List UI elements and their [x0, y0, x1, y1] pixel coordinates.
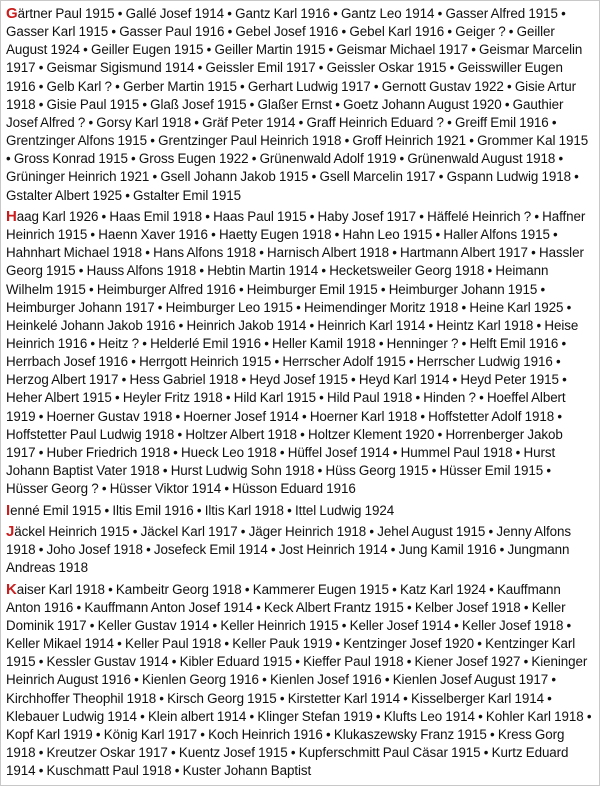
name-list: [6, 5, 594, 784]
section-initial: K: [6, 580, 17, 598]
section-names: enné Emil 1915 • Iltis Emil 1916 • Iltis Karl 1918 • Ittel Ludwig 1924: [10, 502, 395, 518]
section-names: äckel Heinrich 1915 • Jäckel Karl 1917 • Jäger Heinrich 1918 • Jehel August 1915 • Jenny Alfons 1918 • Joho Josef 1918 • Josefeck Emil 1914 • Jost Heinrich 1914 • Jung Kamil 1916 • Jungmann Andreas 1918: [6, 523, 571, 576]
section-initial: G: [6, 5, 18, 22]
section-names: aag Karl 1926 • Haas Emil 1918 • Haas Paul 1915 • Haby Josef 1917 • Häffelé Heinrich ? • Haffner Heinrich 1915 • Haenn Xaver 1916 • Haetty Eugen 1918 • Hahn Leo 1915 • Haller Alfons 1915 • Hahnhart Michael 1918 • Hans Alfons 1918 • Harnisch Albert 1918 • Hartmann Albert 1917 • Hassler Georg 1915 • Hauss Alfons 1918 • Hebtin Martin 1914 • Hecketsweiler Georg 1918 • Heimann Wilhelm 1915 • Heimburger Alfred 1916 • Heimburger Emil 1915 • Heimburger Johann 1915 • Heimburger Johann 1917 • Heimburger Leo 1915 • Heimendinger Moritz 1918 • Heine Karl 1925 • Heinkelé Johann Jakob 1916 • Heinrich Jakob 1914 • Heinrich Karl 1914 • Heintz Karl 1918 • Heise Heinrich 1916 • Heitz ? • Helderlé Emil 1916 • Heller Kamil 1918 • Henninger ? • Helft Emil 1916 • Herrbach Josef 1916 • Herrgott Heinrich 1915 • Herrscher Adolf 1915 • Herrscher Ludwig 1916 • Herzog Albert 1917 • Hess Gabriel 1918 • Heyd Josef 1915 • Heyd Karl 1914 • Heyd Peter 1915 • Heher Albert 1915 • Heyler Fritz 1918 • Hild Karl 1915 • Hild Paul 1918 • Hinden ? • Hoeffel Albert 1919 • Hoerner Gustav 1918 • Hoerner Josef 1914 • Hoerner Karl 1918 • Hoffstetter Adolf 1918 • Hoffstetter Paul Ludwig 1918 • Holtzer Albert 1918 • Holtzer Klement 1920 • Horrenberger Jakob 1917 • Huber Friedrich 1918 • Hueck Leo 1918 • Hüffel Josef 1914 • Hummel Paul 1918 • Hurst Johann Baptist Vater 1918 • Hurst Ludwig Sohn 1918 • Hüss Georg 1915 • Hüsser Emil 1915 • Hüsser Georg ? • Hüsser Viktor 1914 • Hüsson Eduard 1916: [6, 208, 586, 497]
section-k: [6, 581, 594, 781]
section-initial: H: [6, 207, 17, 225]
section-names: aiser Karl 1918 • Kambeitr Georg 1918 • Kammerer Eugen 1915 • Katz Karl 1924 • Kauffmann Anton 1916 • Kauffmann Anton Josef 1914 • Keck Albert Frantz 1915 • Kelber Josef 1918 • Keller Dominik 1917 • Keller Gustav 1914 • Keller Heinrich 1915 • Keller Josef 1914 • Keller Josef 1918 • Keller Mikael 1914 • Keller Paul 1918 • Keller Pauk 1919 • Kentzinger Josef 1920 • Kentzinger Karl 1915 • Kessler Gustav 1914 • Kibler Eduard 1915 • Kieffer Paul 1918 • Kiener Josef 1927 • Kieninger Heinrich August 1916 • Kienlen Georg 1916 • Kienlen Josef 1916 • Kienlen Josef August 1917 • Kirchhoffer Theophil 1918 • Kirsch Georg 1915 • Kirstetter Karl 1914 • Kisselberger Karl 1914 • Klebauer Ludwig 1914 • Klein albert 1914 • Klinger Stefan 1919 • Klufts Leo 1914 • Kohler Karl 1918 • Kopf Karl 1919 • König Karl 1917 • Koch Heinrich 1916 • Klukaszewsky Franz 1915 • Kress Gorg 1918 • Kreutzer Oskar 1917 • Kuentz Josef 1915 • Kupferschmitt Paul Cäsar 1915 • Kurtz Eduard 1914 • Kuschmatt Paul 1918 • Kuster Johann Baptist: [6, 581, 592, 779]
section-g: [6, 5, 594, 205]
section-names: ärtner Paul 1915 • Gallé Josef 1914 • Gantz Karl 1916 • Gantz Leo 1914 • Gasser Alfred 1915 • Gasser Karl 1915 • Gasser Paul 1916 • Gebel Josef 1916 • Gebel Karl 1916 • Geiger ? • Geiller August 1924 • Geiller Eugen 1915 • Geiller Martin 1915 • Geismar Michael 1917 • Geismar Marcelin 1917 • Geismar Sigismund 1914 • Geissler Emil 1917 • Geissler Oskar 1915 • Geisswiller Eugen 1916 • Gelb Karl ? • Gerber Martin 1915 • Gerhart Ludwig 1917 • Gernott Gustav 1922 • Gisie Artur 1918 • Gisie Paul 1915 • Glaß Josef 1915 • Glaßer Ernst • Goetz Johann August 1920 • Gauthier Josef Alfred ? • Gorsy Karl 1918 • Gräf Peter 1914 • Graff Heinrich Eduard ? • Greiff Emil 1916 • Grentzinger Alfons 1915 • Grentzinger Paul Heinrich 1918 • Groff Heinrich 1921 • Grommer Kal 1915 • Gross Konrad 1915 • Gross Eugen 1922 • Grünenwald Adolf 1919 • Grünenwald August 1918 • Grüninger Heinrich 1921 • Gsell Johann Jakob 1915 • Gsell Marcelin 1917 • Gspann Ludwig 1918 • Gstalter Albert 1925 • Gstalter Emil 1915: [6, 6, 589, 203]
section-j: [6, 523, 594, 577]
section-i: [6, 502, 594, 520]
section-h: [6, 208, 594, 499]
section-initial: I: [6, 501, 11, 519]
section-initial: J: [6, 522, 15, 540]
